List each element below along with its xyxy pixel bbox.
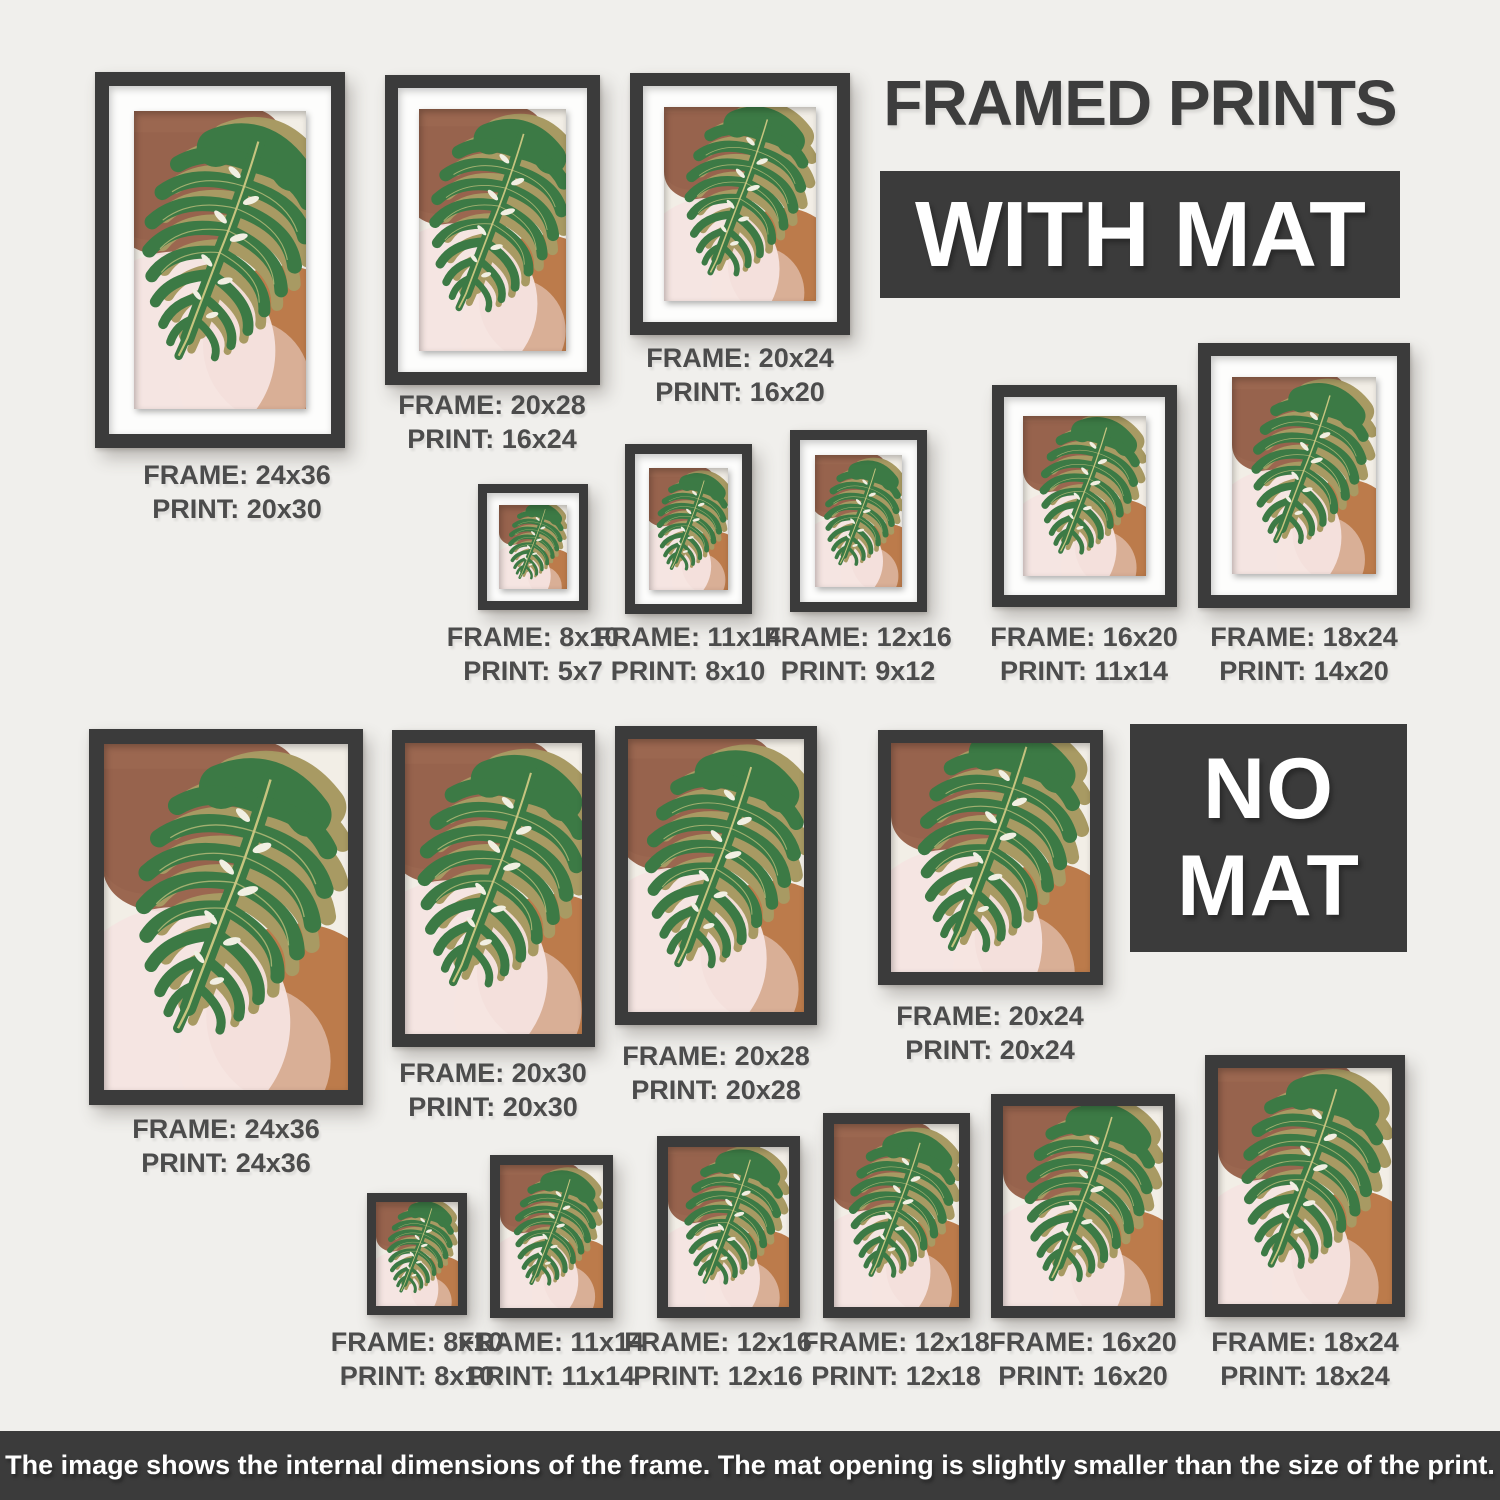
footer-note-text: The image shows the internal dimensions of the frame. The mat opening is slightly smaller than the size of the print.: [5, 1450, 1495, 1480]
framed-print-with-mat-18x24: [1198, 343, 1410, 608]
size-label-with-mat-18x24: [1194, 620, 1414, 688]
mat: [800, 440, 917, 602]
mat: [635, 454, 742, 604]
monstera-leaf-artwork: [1232, 377, 1376, 574]
with-mat-badge-label: WITH MAT: [915, 182, 1365, 286]
framed-print-no-mat-24x36: [89, 729, 363, 1105]
print-size-label: PRINT: 20x24: [905, 1035, 1075, 1065]
frame-size-label: FRAME: 20x28: [622, 1041, 810, 1071]
mat: [1004, 397, 1165, 595]
print-size-label: PRINT: 5x7: [463, 656, 603, 686]
frame-size-label: FRAME: 18x24: [1210, 622, 1398, 652]
page-title: FRAMED PRINTS: [883, 67, 1397, 139]
size-label-no-mat-24x36: [116, 1112, 336, 1180]
framed-print-no-mat-20x28: [615, 726, 817, 1025]
size-label-with-mat-16x20: [974, 620, 1194, 688]
size-label-with-mat-12x16: [748, 620, 968, 688]
mat: [487, 493, 579, 601]
framed-print-no-mat-20x30: [392, 730, 595, 1047]
mat: [643, 86, 837, 322]
framed-print-with-mat-20x28: [385, 75, 600, 385]
frame-size-label: FRAME: 12x16: [624, 1327, 812, 1357]
with-mat-badge: [880, 171, 1400, 298]
framed-print-no-mat-12x18: [823, 1113, 970, 1318]
frame-size-label: FRAME: 12x18: [802, 1327, 990, 1357]
monstera-leaf-artwork: [419, 109, 566, 351]
frame-size-label: FRAME: 20x24: [896, 1001, 1084, 1031]
size-label-with-mat-20x24: [630, 341, 850, 409]
monstera-leaf-artwork: [1218, 1068, 1392, 1304]
monstera-leaf-artwork: [500, 1165, 603, 1308]
print-size-label: PRINT: 8x10: [610, 656, 766, 686]
monstera-leaf-artwork: [668, 1147, 789, 1307]
frame-size-label: FRAME: 16x20: [989, 1327, 1177, 1357]
print-size-label: PRINT: 16x20: [998, 1361, 1168, 1391]
size-label-no-mat-16x20: [973, 1325, 1193, 1393]
print-size-label: PRINT: 12x16: [633, 1361, 803, 1391]
frame-size-label: FRAME: 8x10: [446, 622, 620, 652]
print-size-label: PRINT: 11x14: [999, 656, 1169, 686]
no-mat-badge-line1: NO: [1203, 741, 1334, 837]
monstera-leaf-artwork: [664, 107, 816, 301]
framed-print-no-mat-20x24: [878, 730, 1103, 985]
monstera-leaf-artwork: [134, 111, 306, 409]
print-size-label: PRINT: 20x30: [408, 1092, 578, 1122]
size-label-with-mat-24x36: [127, 458, 347, 526]
print-size-label: PRINT: 8x10: [339, 1361, 495, 1391]
framed-print-with-mat-11x14: [625, 444, 752, 614]
print-size-label: PRINT: 16x20: [655, 377, 825, 407]
monstera-leaf-artwork: [815, 455, 902, 587]
monstera-leaf-artwork: [1003, 1106, 1163, 1306]
footer-note-bar: [0, 1431, 1500, 1500]
framed-print-with-mat-8x10: [478, 484, 588, 610]
framed-print-no-mat-8x10: [367, 1193, 467, 1315]
print-size-label: PRINT: 12x18: [811, 1361, 981, 1391]
frame-size-label: FRAME: 24x36: [143, 460, 331, 490]
print-size-label: PRINT: 20x28: [631, 1075, 801, 1105]
frame-size-label: FRAME: 18x24: [1211, 1327, 1399, 1357]
framed-print-no-mat-16x20: [991, 1094, 1175, 1318]
print-size-label: PRINT: 20x30: [152, 494, 322, 524]
mat: [109, 86, 331, 434]
frame-size-label: FRAME: 11x14: [457, 1327, 645, 1357]
frame-size-label: FRAME: 24x36: [132, 1114, 320, 1144]
size-label-with-mat-20x28: [382, 388, 602, 456]
framed-print-no-mat-11x14: [490, 1155, 613, 1318]
no-mat-badge-line2: MAT: [1177, 838, 1360, 934]
no-mat-badge: [1130, 724, 1407, 952]
print-size-label: PRINT: 11x14: [466, 1361, 636, 1391]
print-size-label: PRINT: 9x12: [780, 656, 936, 686]
monstera-leaf-artwork: [499, 505, 567, 589]
frame-size-label: FRAME: 12x16: [764, 622, 952, 652]
framed-print-with-mat-24x36: [95, 72, 345, 448]
monstera-leaf-artwork: [628, 739, 804, 1012]
monstera-leaf-artwork: [834, 1124, 959, 1307]
print-size-label: PRINT: 16x24: [407, 424, 577, 454]
monstera-leaf-artwork: [649, 468, 728, 590]
monstera-leaf-artwork: [405, 743, 582, 1034]
size-label-no-mat-20x24: [880, 999, 1100, 1067]
framed-print-with-mat-12x16: [790, 430, 927, 612]
frame-size-label: FRAME: 16x20: [990, 622, 1178, 652]
framed-print-no-mat-18x24: [1205, 1055, 1405, 1317]
print-size-label: PRINT: 18x24: [1220, 1361, 1390, 1391]
print-size-label: PRINT: 24x36: [141, 1148, 311, 1178]
monstera-leaf-artwork: [891, 743, 1090, 972]
mat: [1211, 356, 1397, 595]
size-label-no-mat-18x24: [1195, 1325, 1415, 1393]
mat: [398, 88, 587, 372]
framed-print-with-mat-16x20: [992, 385, 1177, 607]
framed-print-no-mat-12x16: [657, 1136, 800, 1318]
framed-print-with-mat-20x24: [630, 73, 850, 335]
frame-size-label: FRAME: 8x10: [330, 1327, 504, 1357]
frame-size-label: FRAME: 11x14: [594, 622, 782, 652]
frame-size-label: FRAME: 20x30: [399, 1058, 587, 1088]
frame-size-label: FRAME: 20x24: [646, 343, 834, 373]
print-size-label: PRINT: 14x20: [1219, 656, 1389, 686]
size-label-no-mat-20x30: [383, 1056, 603, 1124]
monstera-leaf-artwork: [104, 744, 348, 1090]
monstera-leaf-artwork: [376, 1202, 458, 1306]
size-label-no-mat-20x28: [606, 1039, 826, 1107]
monstera-leaf-artwork: [1023, 416, 1146, 576]
frame-size-label: FRAME: 20x28: [398, 390, 586, 420]
